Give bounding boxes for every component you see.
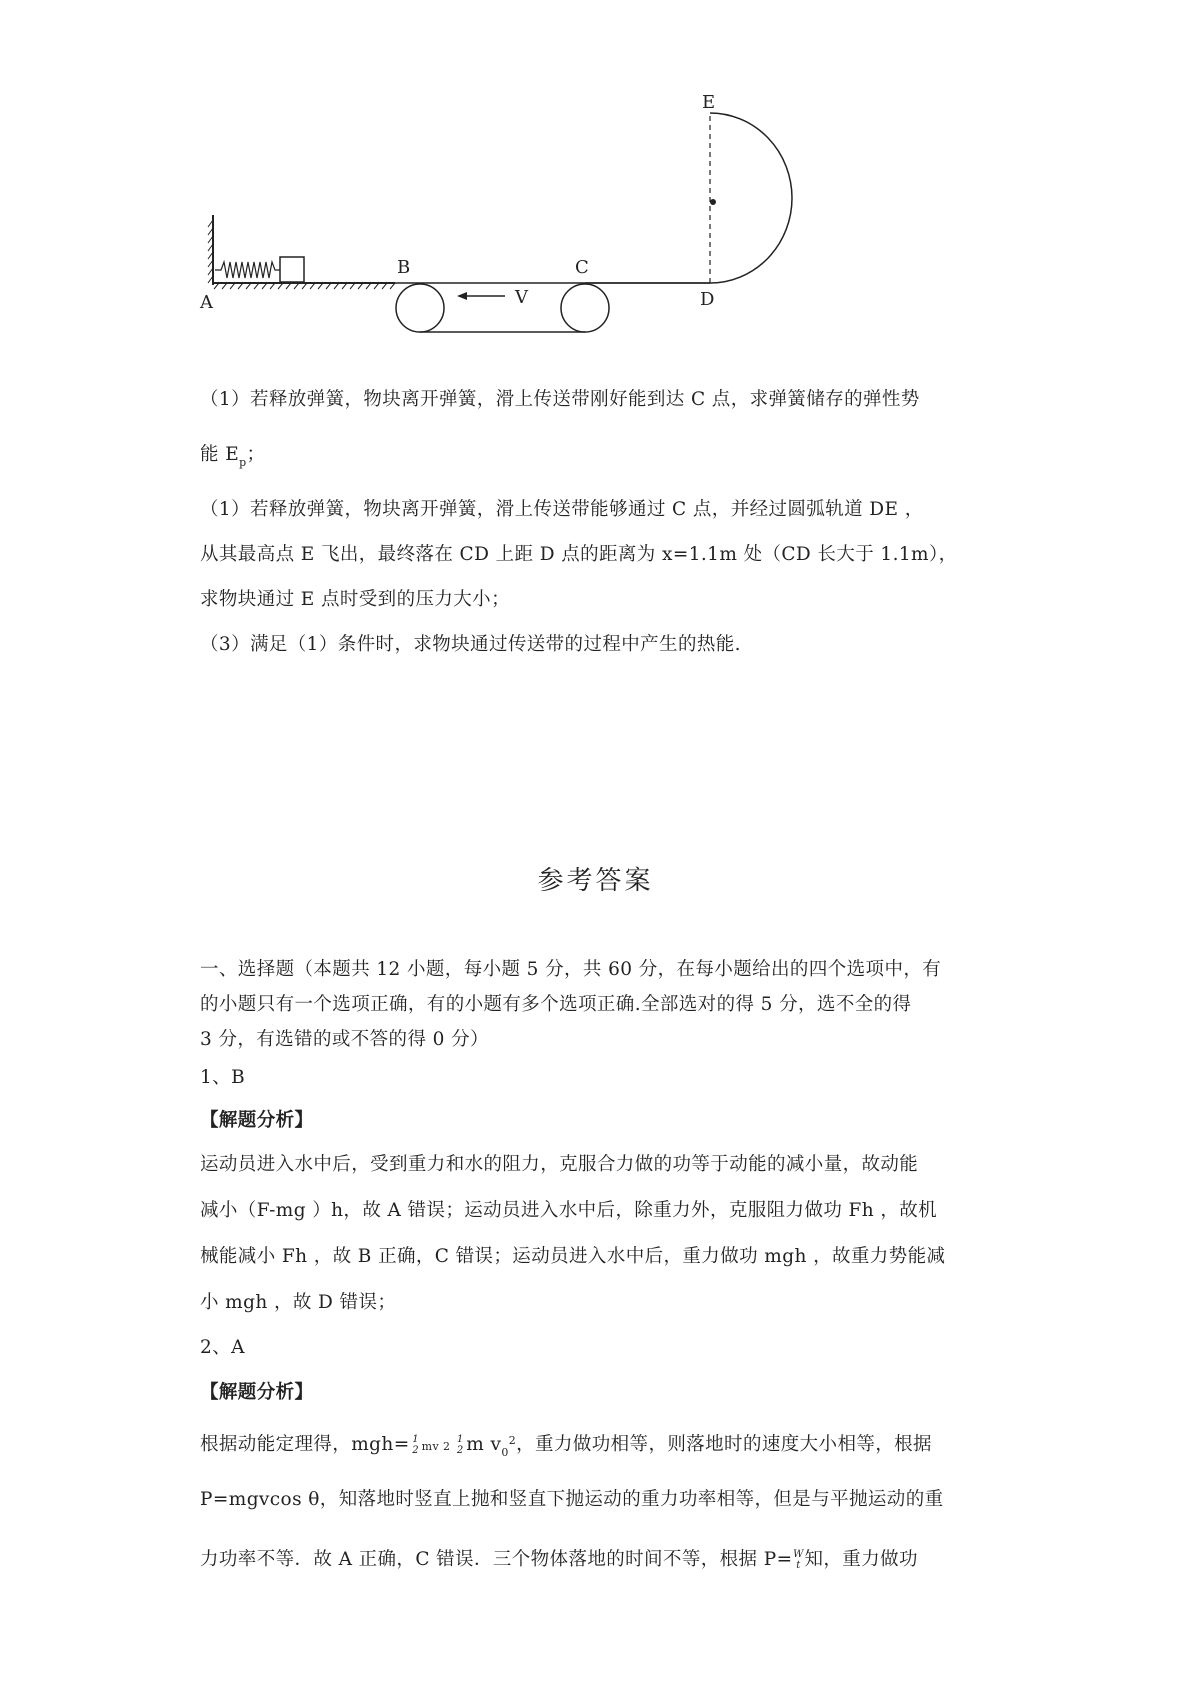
label-B: B (397, 257, 411, 278)
velocity-arrowhead (457, 292, 467, 300)
circle-center (710, 199, 716, 205)
sec1-line1: 一、选择题（本题共 12 小题，每小题 5 分，共 60 分，在每小题给出的四个选项中，有 (200, 959, 942, 980)
label-E: E (702, 92, 716, 113)
label-V: V (515, 287, 528, 308)
a2-l1-sup: 2 (508, 1434, 517, 1447)
q2-line1: （1）若释放弹簧，物块离开弹簧，滑上传送带能够通过 C 点，并经过圆弧轨道 DE ， (200, 499, 924, 520)
q1-prefix: 能 (200, 444, 226, 465)
q2-line2: 从其最高点 E 飞出，最终落在 CD 上距 D 点的距离为 x=1.1m 处（CD 长大于 1.1m）， (200, 544, 958, 565)
fraction-half-1: 1 2 (412, 1434, 419, 1456)
label-A: A (200, 292, 213, 313)
sec1-line2: 的小题只有一个选项正确，有的小题有多个选项正确.全部选对的得 5 分，选不全的得 (200, 994, 912, 1015)
answer-2-line1 (200, 1430, 1000, 1459)
a2-l1-c: m v (466, 1434, 502, 1455)
fraction-w-over-t: W t (793, 1549, 804, 1571)
answer-2-line2: P=mgvcos θ，知落地时竖直上抛和竖直下抛运动的重力功率相等，但是与平抛运动的重 (200, 1489, 944, 1510)
arc-DE (710, 113, 792, 283)
q1-line2 (200, 440, 1000, 469)
answer-2: 2、A (200, 1337, 245, 1358)
label-D: D (700, 289, 715, 310)
q3-line: （3）满足（1）条件时，求物块通过传送带的过程中产生的热能. (200, 634, 741, 655)
answer-1: 1、B (200, 1067, 246, 1088)
answer-2-line3 (200, 1545, 1000, 1571)
q2-line3: 求物块通过 E 点时受到的压力大小； (200, 589, 510, 610)
roller-left (396, 284, 444, 332)
q1-E: E (225, 444, 240, 465)
q1-suffix: ； (246, 444, 266, 465)
a2-l1-a: 根据动能定理得，mgh= (200, 1434, 410, 1455)
answer-title: 参考答案 (537, 866, 654, 896)
block (280, 257, 304, 282)
answer-2-tag: 【解题分析】 (200, 1382, 314, 1403)
a2-l1-sub: 0 (501, 1446, 509, 1459)
label-C: C (575, 257, 589, 278)
q1-p: p (239, 456, 247, 469)
answer-1-tag: 【解题分析】 (200, 1110, 314, 1131)
q1-line1: （1）若释放弹簧，物块离开弹簧，滑上传送带刚好能到达 C 点，求弹簧储存的弹性势 (200, 389, 920, 410)
answer-1-line1: 运动员进入水中后，受到重力和水的阻力，克服合力做的功等于动能的减小量，故动能 (200, 1154, 919, 1175)
fraction-half-2: 1 2 (456, 1434, 464, 1456)
roller-right (561, 284, 609, 332)
a2-l3-b: 知，重力做功 (804, 1549, 918, 1570)
a2-l1-b: mv 2 (421, 1440, 455, 1453)
answer-1-line2: 减小（F-mg ）h，故 A 错误；运动员进入水中后，除重力外，克服阻力做功 Fh ，故机 (200, 1200, 938, 1221)
spring (215, 262, 280, 278)
answer-1-line3: 械能减小 Fh ，故 B 正确，C 错误；运动员进入水中后，重力做功 mgh ，故重力势能减 (200, 1246, 946, 1267)
sec1-line3: 3 分，有选错的或不答的得 0 分） (200, 1029, 489, 1050)
answer-1-line4: 小 mgh ，故 D 错误； (200, 1292, 397, 1313)
a2-l3-a: 力功率不等．故 A 正确，C 错误．三个物体落地的时间不等，根据 P= (200, 1549, 793, 1570)
a2-l1-d: ，重力做功相等，则落地时的速度大小相等，根据 (516, 1434, 932, 1455)
physics-diagram (200, 90, 885, 370)
